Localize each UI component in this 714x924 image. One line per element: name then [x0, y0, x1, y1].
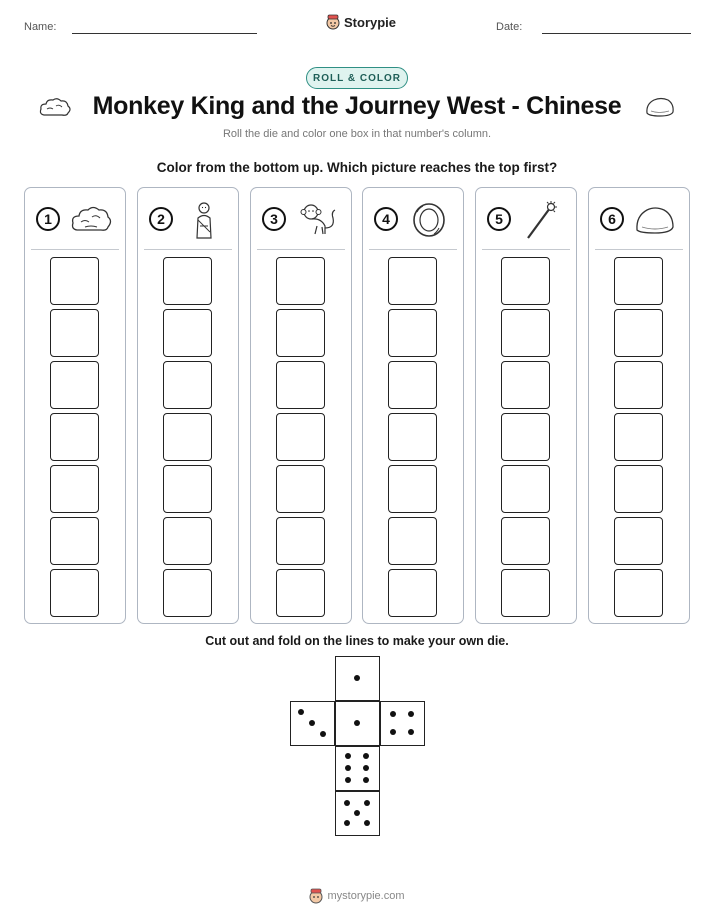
die-pip: [309, 720, 315, 726]
color-box[interactable]: [501, 413, 550, 461]
die-pip: [344, 800, 350, 806]
color-box[interactable]: [501, 361, 550, 409]
stone-icon: [644, 96, 676, 118]
color-box[interactable]: [163, 517, 212, 565]
die-pip: [298, 709, 304, 715]
color-box[interactable]: [501, 465, 550, 513]
die-pip: [364, 800, 370, 806]
storypie-mascot-icon: [309, 888, 323, 904]
date-line[interactable]: [542, 33, 691, 34]
color-box[interactable]: [614, 517, 663, 565]
color-box[interactable]: [276, 309, 325, 357]
color-box[interactable]: [163, 413, 212, 461]
magic-staff-icon: [520, 200, 564, 240]
color-box[interactable]: [50, 257, 99, 305]
color-box[interactable]: [50, 465, 99, 513]
color-box[interactable]: [501, 309, 550, 357]
die-pip: [408, 729, 414, 735]
color-box[interactable]: [388, 257, 437, 305]
column-number: 2: [149, 207, 173, 231]
color-box[interactable]: [501, 257, 550, 305]
color-box[interactable]: [50, 413, 99, 461]
column-5: [475, 187, 577, 624]
die-pip: [354, 720, 360, 726]
color-box[interactable]: [276, 413, 325, 461]
color-box[interactable]: [276, 517, 325, 565]
die-pip: [354, 810, 360, 816]
storypie-mascot-icon: [326, 14, 340, 30]
cloud-icon: [69, 200, 113, 240]
color-box[interactable]: [614, 465, 663, 513]
color-box[interactable]: [163, 309, 212, 357]
die-face-1: [335, 656, 380, 701]
column-6: [588, 187, 690, 624]
color-box[interactable]: [614, 413, 663, 461]
die-pip: [363, 777, 369, 783]
die-face-1: [335, 701, 380, 746]
color-box[interactable]: [388, 361, 437, 409]
color-box[interactable]: [276, 257, 325, 305]
name-label: Name:: [24, 21, 57, 33]
page-title: Monkey King and the Journey West - Chinese: [92, 92, 622, 120]
die-pip: [345, 765, 351, 771]
color-box[interactable]: [614, 569, 663, 617]
column-number: 5: [487, 207, 511, 231]
color-box[interactable]: [276, 361, 325, 409]
brand-logo: [326, 14, 396, 30]
color-box[interactable]: [276, 465, 325, 513]
die-pip: [344, 820, 350, 826]
color-box[interactable]: [614, 309, 663, 357]
color-box[interactable]: [50, 361, 99, 409]
golden-headband-icon: [407, 200, 451, 240]
color-box[interactable]: [50, 309, 99, 357]
color-box[interactable]: [501, 569, 550, 617]
column-number: 3: [262, 207, 286, 231]
die-face-4: [380, 701, 425, 746]
instruction: Color from the bottom up. Which picture reaches the top first?: [156, 160, 558, 175]
column-3: [250, 187, 352, 624]
color-box[interactable]: [501, 517, 550, 565]
die-face-6: [335, 746, 380, 791]
color-box[interactable]: [163, 465, 212, 513]
die-pip: [408, 711, 414, 717]
stone-icon: [633, 200, 677, 240]
color-box[interactable]: [388, 569, 437, 617]
die-pip: [390, 711, 396, 717]
die-pip: [390, 729, 396, 735]
column-number: 1: [36, 207, 60, 231]
subtitle: Roll the die and color one box in that number's column.: [222, 128, 492, 140]
die-pip: [363, 765, 369, 771]
color-box[interactable]: [388, 465, 437, 513]
column-4: [362, 187, 464, 624]
die-pip: [354, 675, 360, 681]
die-pip: [320, 731, 326, 737]
color-box[interactable]: [163, 257, 212, 305]
die-pip: [345, 753, 351, 759]
color-box[interactable]: [276, 569, 325, 617]
footer-url[interactable]: mystorypie.com: [327, 890, 405, 902]
monk-icon: [182, 200, 226, 240]
die-face-3: [290, 701, 335, 746]
die-pip: [345, 777, 351, 783]
color-box[interactable]: [388, 517, 437, 565]
brand-name: Storypie: [344, 14, 397, 30]
die-face-5: [335, 791, 380, 836]
color-box[interactable]: [388, 413, 437, 461]
color-box[interactable]: [614, 257, 663, 305]
color-box[interactable]: [163, 361, 212, 409]
column-2: [137, 187, 239, 624]
die-pip: [363, 753, 369, 759]
color-box[interactable]: [50, 569, 99, 617]
die-instruction: Cut out and fold on the lines to make your own die.: [205, 634, 509, 648]
color-box[interactable]: [163, 569, 212, 617]
column-number: 6: [600, 207, 624, 231]
footer: [0, 888, 714, 904]
name-line[interactable]: [72, 33, 257, 34]
color-box[interactable]: [614, 361, 663, 409]
column-1: [24, 187, 126, 624]
color-box[interactable]: [50, 517, 99, 565]
activity-badge: ROLL & COLOR: [306, 67, 408, 89]
monkey-icon: [295, 200, 339, 240]
column-number: 4: [374, 207, 398, 231]
date-label: Date:: [496, 21, 523, 33]
color-box[interactable]: [388, 309, 437, 357]
die-pip: [364, 820, 370, 826]
